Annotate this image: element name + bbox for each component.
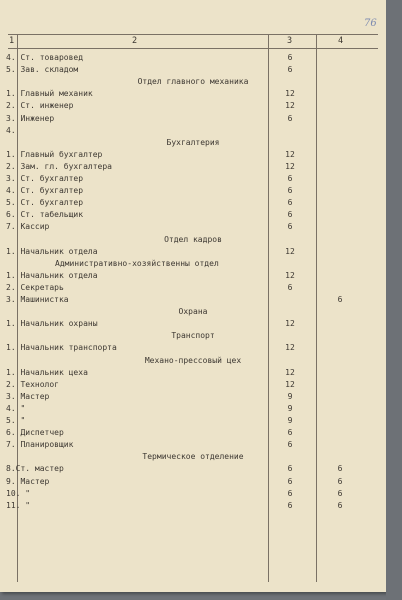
table-row: [0, 125, 386, 136]
table-row: [0, 463, 386, 474]
section-heading-text: Транспорт: [171, 331, 215, 341]
section-heading: [0, 330, 386, 341]
section-heading: [0, 258, 386, 269]
position-name: 4. Ст. бухгалтер: [6, 186, 84, 196]
column-3-value: 12: [285, 343, 295, 353]
section-heading: [0, 76, 386, 87]
position-name: 8.Ст. мастер: [6, 464, 64, 474]
position-name: 1. Начальник транспорта: [6, 343, 117, 353]
table-row: [0, 185, 386, 196]
table-row: [0, 342, 386, 353]
position-name: 1. Главный бухгалтер: [6, 149, 103, 159]
column-3-value: 6: [287, 428, 293, 438]
position-name: 3. Мастер: [6, 391, 50, 401]
section-heading-text: Административно-хозяйственны отдел: [55, 258, 219, 268]
column-header-2: 2: [132, 36, 138, 46]
position-name: 7. Планировщик: [6, 440, 74, 450]
table-row: [0, 270, 386, 281]
table-row: [0, 64, 386, 75]
position-name: 1. Главный механик: [6, 89, 93, 99]
section-heading: [0, 234, 386, 245]
column-3-value: 6: [287, 174, 293, 183]
column-3-value: 12: [285, 319, 295, 329]
position-name: 4.: [6, 125, 16, 135]
column-3-value: 12: [285, 89, 295, 99]
table-row: [0, 197, 386, 208]
table-row: [0, 403, 386, 414]
column-3-value: 6: [287, 282, 293, 292]
column-3-value: 6: [287, 464, 293, 474]
position-name: 5. ": [6, 416, 26, 425]
table-row: [0, 391, 386, 402]
table-row: [0, 476, 386, 487]
position-name: 1. Начальник отдела: [6, 246, 98, 256]
position-name: 5. Ст. бухгалтер: [6, 198, 84, 208]
column-3-value: 6: [287, 186, 293, 196]
column-4-value: 6: [337, 488, 343, 498]
table-row: [0, 488, 386, 499]
column-header-4: 4: [338, 36, 344, 46]
column-4-value: 6: [337, 476, 343, 486]
table-header-rule: [8, 48, 378, 49]
column-3-value: 6: [287, 113, 293, 123]
table-row: [0, 149, 386, 160]
table-row: [0, 221, 386, 232]
section-heading: [0, 306, 386, 317]
position-name: 1. Начальник отдела: [6, 270, 98, 280]
table-row: [0, 161, 386, 172]
scan-background: [386, 0, 402, 600]
table-row: [0, 367, 386, 378]
table-row: [0, 415, 386, 426]
position-name: 4. ": [6, 403, 26, 413]
position-name: 11. ": [6, 500, 31, 510]
column-3-value: 12: [285, 149, 295, 159]
position-name: 6. Диспетчер: [6, 428, 64, 438]
position-name: 1. Начальник цеха: [6, 367, 88, 377]
position-name: 2. Секретарь: [6, 282, 64, 292]
column-3-value: 9: [287, 416, 293, 425]
table-row: [0, 439, 386, 450]
position-name: 9. Мастер: [6, 476, 50, 486]
table-row: [0, 500, 386, 511]
position-name: 2. Ст. инженер: [6, 101, 74, 111]
column-3-value: 6: [287, 500, 293, 510]
table-row: [0, 427, 386, 438]
column-3-value: 12: [285, 101, 295, 111]
column-3-value: 12: [285, 246, 295, 256]
position-name: 2. Технолог: [6, 379, 59, 389]
position-name: 3. Инженер: [6, 113, 55, 123]
position-name: 3. Машинистка: [6, 295, 69, 304]
position-name: 1. Начальник охраны: [6, 319, 98, 329]
table-row: [0, 282, 386, 293]
table-row: [0, 173, 386, 184]
column-header-3: 3: [287, 36, 293, 46]
section-heading: [0, 137, 386, 148]
column-3-value: 6: [287, 440, 293, 450]
table-row: [0, 88, 386, 99]
column-3-value: 12: [285, 367, 295, 377]
column-3-value: 12: [285, 270, 295, 280]
column-header-1: 1: [9, 36, 15, 46]
column-4-value: 6: [337, 500, 343, 510]
section-heading: [0, 355, 386, 366]
table-row: [0, 379, 386, 390]
position-name: 4. Ст. товаровед: [6, 53, 84, 62]
section-heading-text: Механо-прессовый цех: [144, 355, 242, 365]
position-name: 3. Ст. бухгалтер: [6, 174, 84, 183]
table-row: [0, 209, 386, 220]
section-heading-text: Охрана: [178, 307, 208, 317]
table-top-rule: [8, 34, 378, 35]
column-3-value: 6: [287, 198, 293, 208]
position-name: 5. Зав. складом: [6, 65, 79, 75]
section-heading-text: Бухгалтерия: [166, 137, 220, 147]
position-name: 2. Зам. гл. бухгалтера: [6, 161, 112, 171]
column-3-value: 6: [287, 210, 293, 220]
column-3-value: 6: [287, 476, 293, 486]
section-heading-text: Термическое отделение: [142, 452, 244, 462]
section-heading-text: Отдел главного механика: [137, 77, 249, 87]
page-number: 76: [364, 18, 377, 29]
column-3-value: 12: [285, 161, 295, 171]
column-4-value: 6: [337, 295, 343, 304]
column-3-value: 9: [287, 391, 293, 401]
column-3-value: 6: [287, 53, 293, 62]
table-row: [0, 113, 386, 124]
position-name: 10. ": [6, 488, 31, 498]
table-row: [0, 100, 386, 111]
column-3-value: 9: [287, 403, 293, 413]
column-3-value: 6: [287, 65, 293, 75]
position-name: 7. Кассир: [6, 222, 50, 232]
column-3-value: 12: [285, 379, 295, 389]
column-3-value: 6: [287, 488, 293, 498]
table-row: [0, 294, 386, 305]
section-heading-text: Отдел кадров: [164, 234, 222, 244]
section-heading: [0, 451, 386, 462]
position-name: 6. Ст. табельщик: [6, 210, 84, 220]
column-4-value: 6: [337, 464, 343, 474]
column-3-value: 6: [287, 222, 293, 232]
table-row: [0, 318, 386, 329]
table-row: [0, 246, 386, 257]
table-row: [0, 52, 386, 63]
